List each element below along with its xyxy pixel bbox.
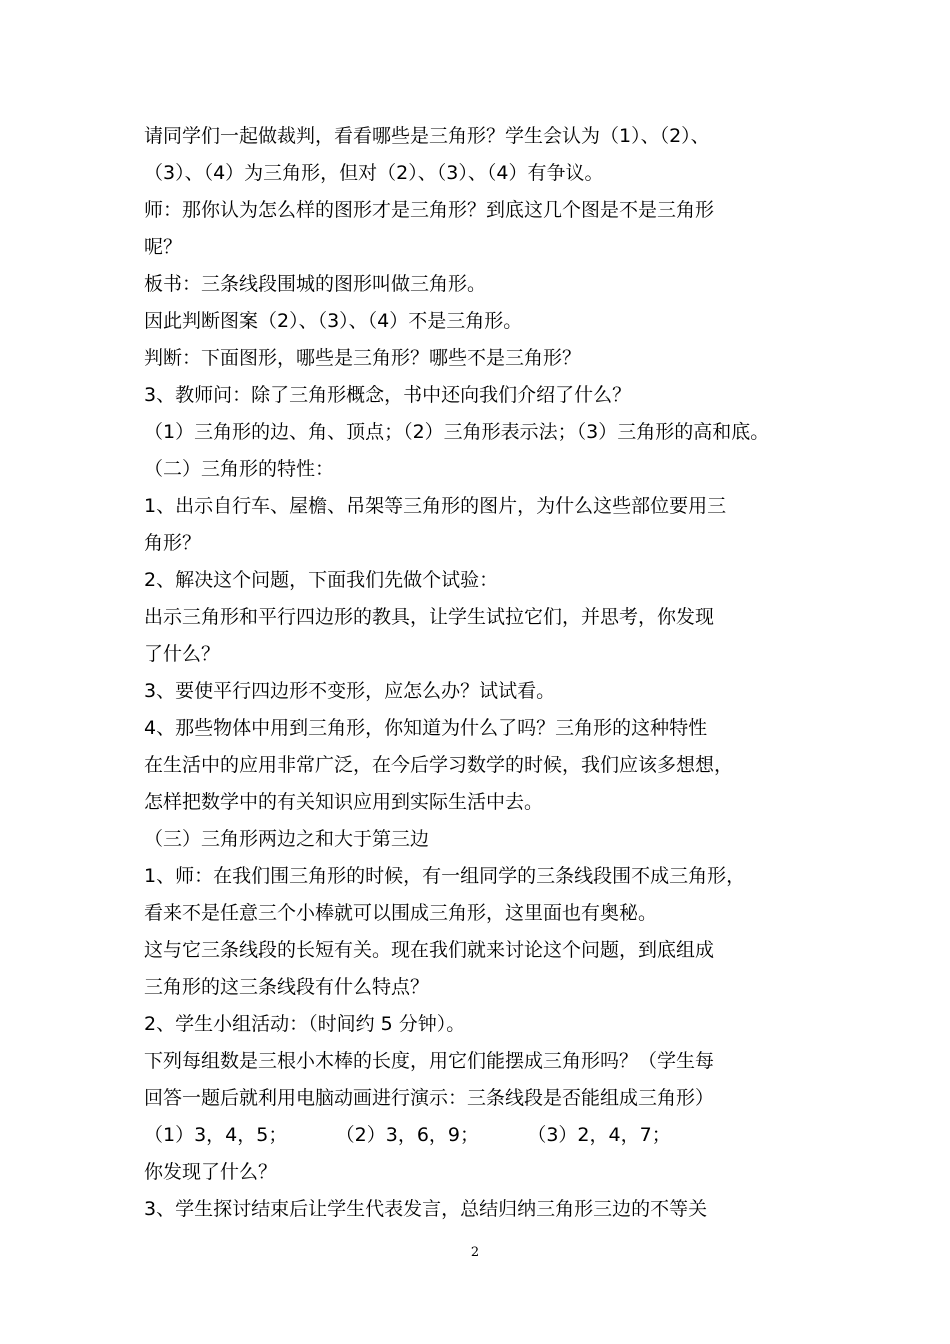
text-line: 2、学生小组活动：（时间约 5 分钟）。: [144, 1013, 466, 1035]
text-line: 回答一题后就利用电脑动画进行演示：三条线段是否能组成三角形）: [144, 1087, 715, 1109]
text-line: 在生活中的应用非常广泛，在今后学习数学的时候，我们应该多想想，: [144, 754, 734, 776]
text-line: 怎样把数学中的有关知识应用到实际生活中去。: [144, 791, 544, 813]
text-line: 1、出示自行车、屋檐、吊架等三角形的图片，为什么这些部位要用三: [144, 495, 727, 517]
text-line: 2、解决这个问题，下面我们先做个试验：: [144, 569, 499, 591]
text-line: 请同学们一起做裁判，看看哪些是三角形？学生会认为（1）、（2）、: [144, 125, 710, 147]
text-line: 判断：下面图形，哪些是三角形？哪些不是三角形？: [144, 347, 582, 369]
text-line: 角形？: [144, 532, 202, 554]
text-line: 4、那些物体中用到三角形，你知道为什么了吗？三角形的这种特性: [144, 717, 708, 739]
text-line: 出示三角形和平行四边形的教具，让学生试拉它们，并思考，你发现: [144, 606, 715, 628]
text-line: 板书：三条线段围城的图形叫做三角形。: [144, 273, 487, 295]
text-line: （1）3，4，5； （2）3，6，9； （3）2，4，7；: [144, 1124, 671, 1146]
section-heading: （二）三角形的特性：: [144, 458, 335, 480]
text-line: 师：那你认为怎么样的图形才是三角形？到底这几个图是不是三角形: [144, 199, 715, 221]
body-text: [144, 118, 824, 1228]
text-line: 看来不是任意三个小棒就可以围成三角形，这里面也有奥秘。: [144, 902, 658, 924]
text-line: 1、师：在我们围三角形的时候，有一组同学的三条线段围不成三角形，: [144, 865, 746, 887]
text-line: （3）、（4）为三角形，但对（2）、（3）、（4）有争议。: [144, 162, 604, 184]
section-heading: （三）三角形两边之和大于第三边: [144, 828, 430, 850]
text-line: 3、要使平行四边形不变形，应怎么办？试试看。: [144, 680, 556, 702]
text-line: 因此判断图案（2）、（3）、（4）不是三角形。: [144, 310, 523, 332]
text-line: （1）三角形的边、角、顶点；（2）三角形表示法；（3）三角形的高和底。: [144, 421, 770, 443]
text-line: 3、学生探讨结束后让学生代表发言，总结归纳三角形三边的不等关: [144, 1198, 708, 1220]
text-line: 呢？: [144, 236, 183, 258]
text-line: 这与它三条线段的长短有关。现在我们就来讨论这个问题，到底组成: [144, 939, 715, 961]
text-line: 你发现了什么？: [144, 1161, 278, 1183]
text-line: 三角形的这三条线段有什么特点？: [144, 976, 430, 998]
page-number: 2: [470, 1245, 480, 1260]
text-line: 下列每组数是三根小木棒的长度，用它们能摆成三角形吗？（学生每: [144, 1050, 715, 1072]
text-line: 了什么？: [144, 643, 221, 665]
text-line: 3、教师问：除了三角形概念，书中还向我们介绍了什么？: [144, 384, 632, 406]
